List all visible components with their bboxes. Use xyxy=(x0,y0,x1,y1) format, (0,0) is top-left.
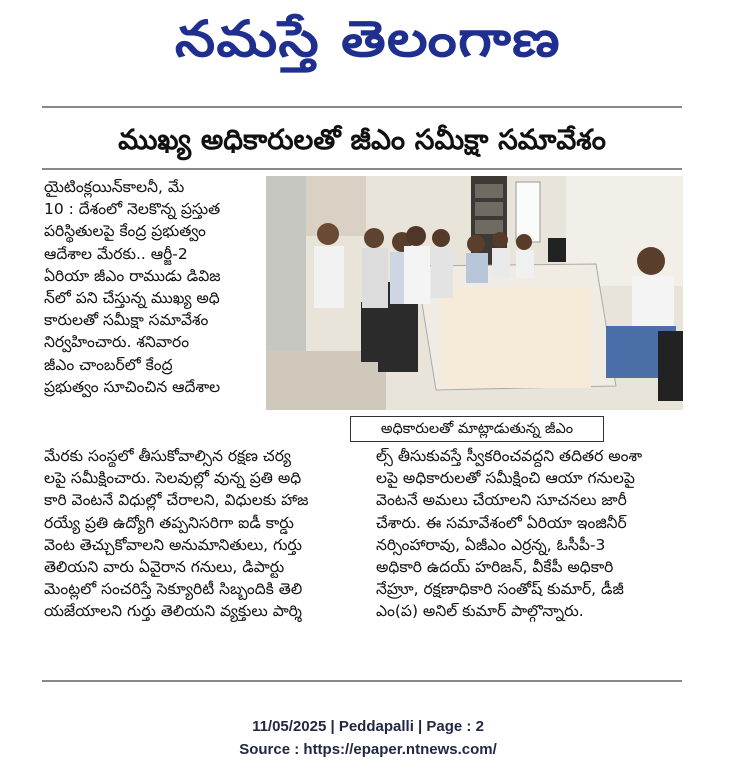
masthead-title: నమస్తే తెలంగాణ xyxy=(175,10,561,68)
text-line: నేహ్రూ, రక్షణాధికారి సంతోష్ కుమార్, డీజీ xyxy=(376,580,624,599)
text-line: యైటింక్లయిన్‌కాలనీ, మే xyxy=(44,178,185,196)
text-line: నిర్వహించారు. శనివారం xyxy=(44,333,190,352)
right-column xyxy=(376,445,682,623)
text-line: ప్రభుత్వం సూచించిన ఆదేశాల xyxy=(44,377,221,396)
text-line: నర్సింహారావు, ఏజీఎం ఎర్రన్న, ఓసీపీ-3 xyxy=(376,535,606,554)
text-line: కారులతో సమీక్షా సమావేశం xyxy=(44,311,209,330)
article-headline: ముఖ్య అధికారులతో జీఎం సమీక్షా సమావేశం xyxy=(118,123,606,156)
text-line: వెంట తెచ్చుకోవాలని అనుమానితులు, గుర్తు xyxy=(44,535,302,554)
text-line: చేశారు. ఈ సమావేశంలో ఏరియా ఇంజినీర్ xyxy=(376,513,627,532)
bottom-left-column xyxy=(44,445,370,623)
text-line: మేరకు సంస్థలో తీసుకోవాల్సిన రక్షణ చర్య xyxy=(44,447,291,465)
text-line: రయ్యే ప్రతి ఉద్యోగి తప్పనిసరిగా ఐడీ కార్డు xyxy=(44,513,294,532)
text-line: 10 : దేశంలో నెలకొన్న ప్రస్తుత xyxy=(44,200,221,219)
text-line: పరిస్థితులపై కేంద్ర ప్రభుత్వం xyxy=(44,222,206,241)
meeting-photo xyxy=(266,176,683,410)
text-line: కారి వెంటనే విధుల్లో చేరాలని, విధులకు హాజ xyxy=(44,491,309,510)
text-line: వెంటనే అమలు చేయాలని సూచనలు జారీ xyxy=(376,491,627,510)
photo-caption: అధికారులతో మాట్లాడుతున్న జీఎం xyxy=(350,416,604,442)
text-line: లపై అధికారులతో సమీక్షించి ఆయా గనులపై xyxy=(376,469,635,488)
text-line: అధికారి ఉదయ్ హరిజన్, వీకేపీ అధికారి xyxy=(376,558,614,577)
newspaper-masthead xyxy=(0,4,736,82)
text-line: ఆదేశాల మేరకు.. ఆర్జీ-2 xyxy=(44,244,188,263)
headline-rule xyxy=(42,168,682,170)
text-line: ల్స్ తీసుకువస్తే స్వీకరించవద్దని తదితర అంశా xyxy=(376,447,643,465)
edition-line: 11/05/2025 | Peddapalli | Page : 2 xyxy=(252,718,484,735)
text-line: మెంట్లలో సంచరిస్తే సెక్యూరిటీ సిబ్బందికి తెలి xyxy=(44,580,303,599)
top-rule xyxy=(42,106,682,108)
text-line: ఎం(ప) అనిల్ కుమార్ పాల్గొన్నారు. xyxy=(376,602,584,621)
source-line: Source : https://epaper.ntnews.com/ xyxy=(239,741,497,758)
text-line: ఏరియా జీఎం రాముడు డివిజ xyxy=(44,266,221,285)
text-line: న్‌లో పని చేస్తున్న ముఖ్య అధి xyxy=(44,289,220,308)
text-line: జీఎం చాంబర్‌లో కేంద్ర xyxy=(44,355,173,374)
bottom-rule xyxy=(42,680,682,682)
text-line: లపై సమీక్షించారు. సెలవుల్లో వున్న ప్రతి అధి xyxy=(44,469,302,488)
left-column xyxy=(44,176,260,398)
text-line: తెలియని వారు ఏవైరాన గనులు, డిపార్టు xyxy=(44,558,285,577)
article-clipping xyxy=(42,106,682,690)
text-line: యజేయాలని గుర్తు తెలియని వ్యక్తులు పార్శి xyxy=(44,602,303,621)
meeting-photo-illustration xyxy=(266,176,683,410)
